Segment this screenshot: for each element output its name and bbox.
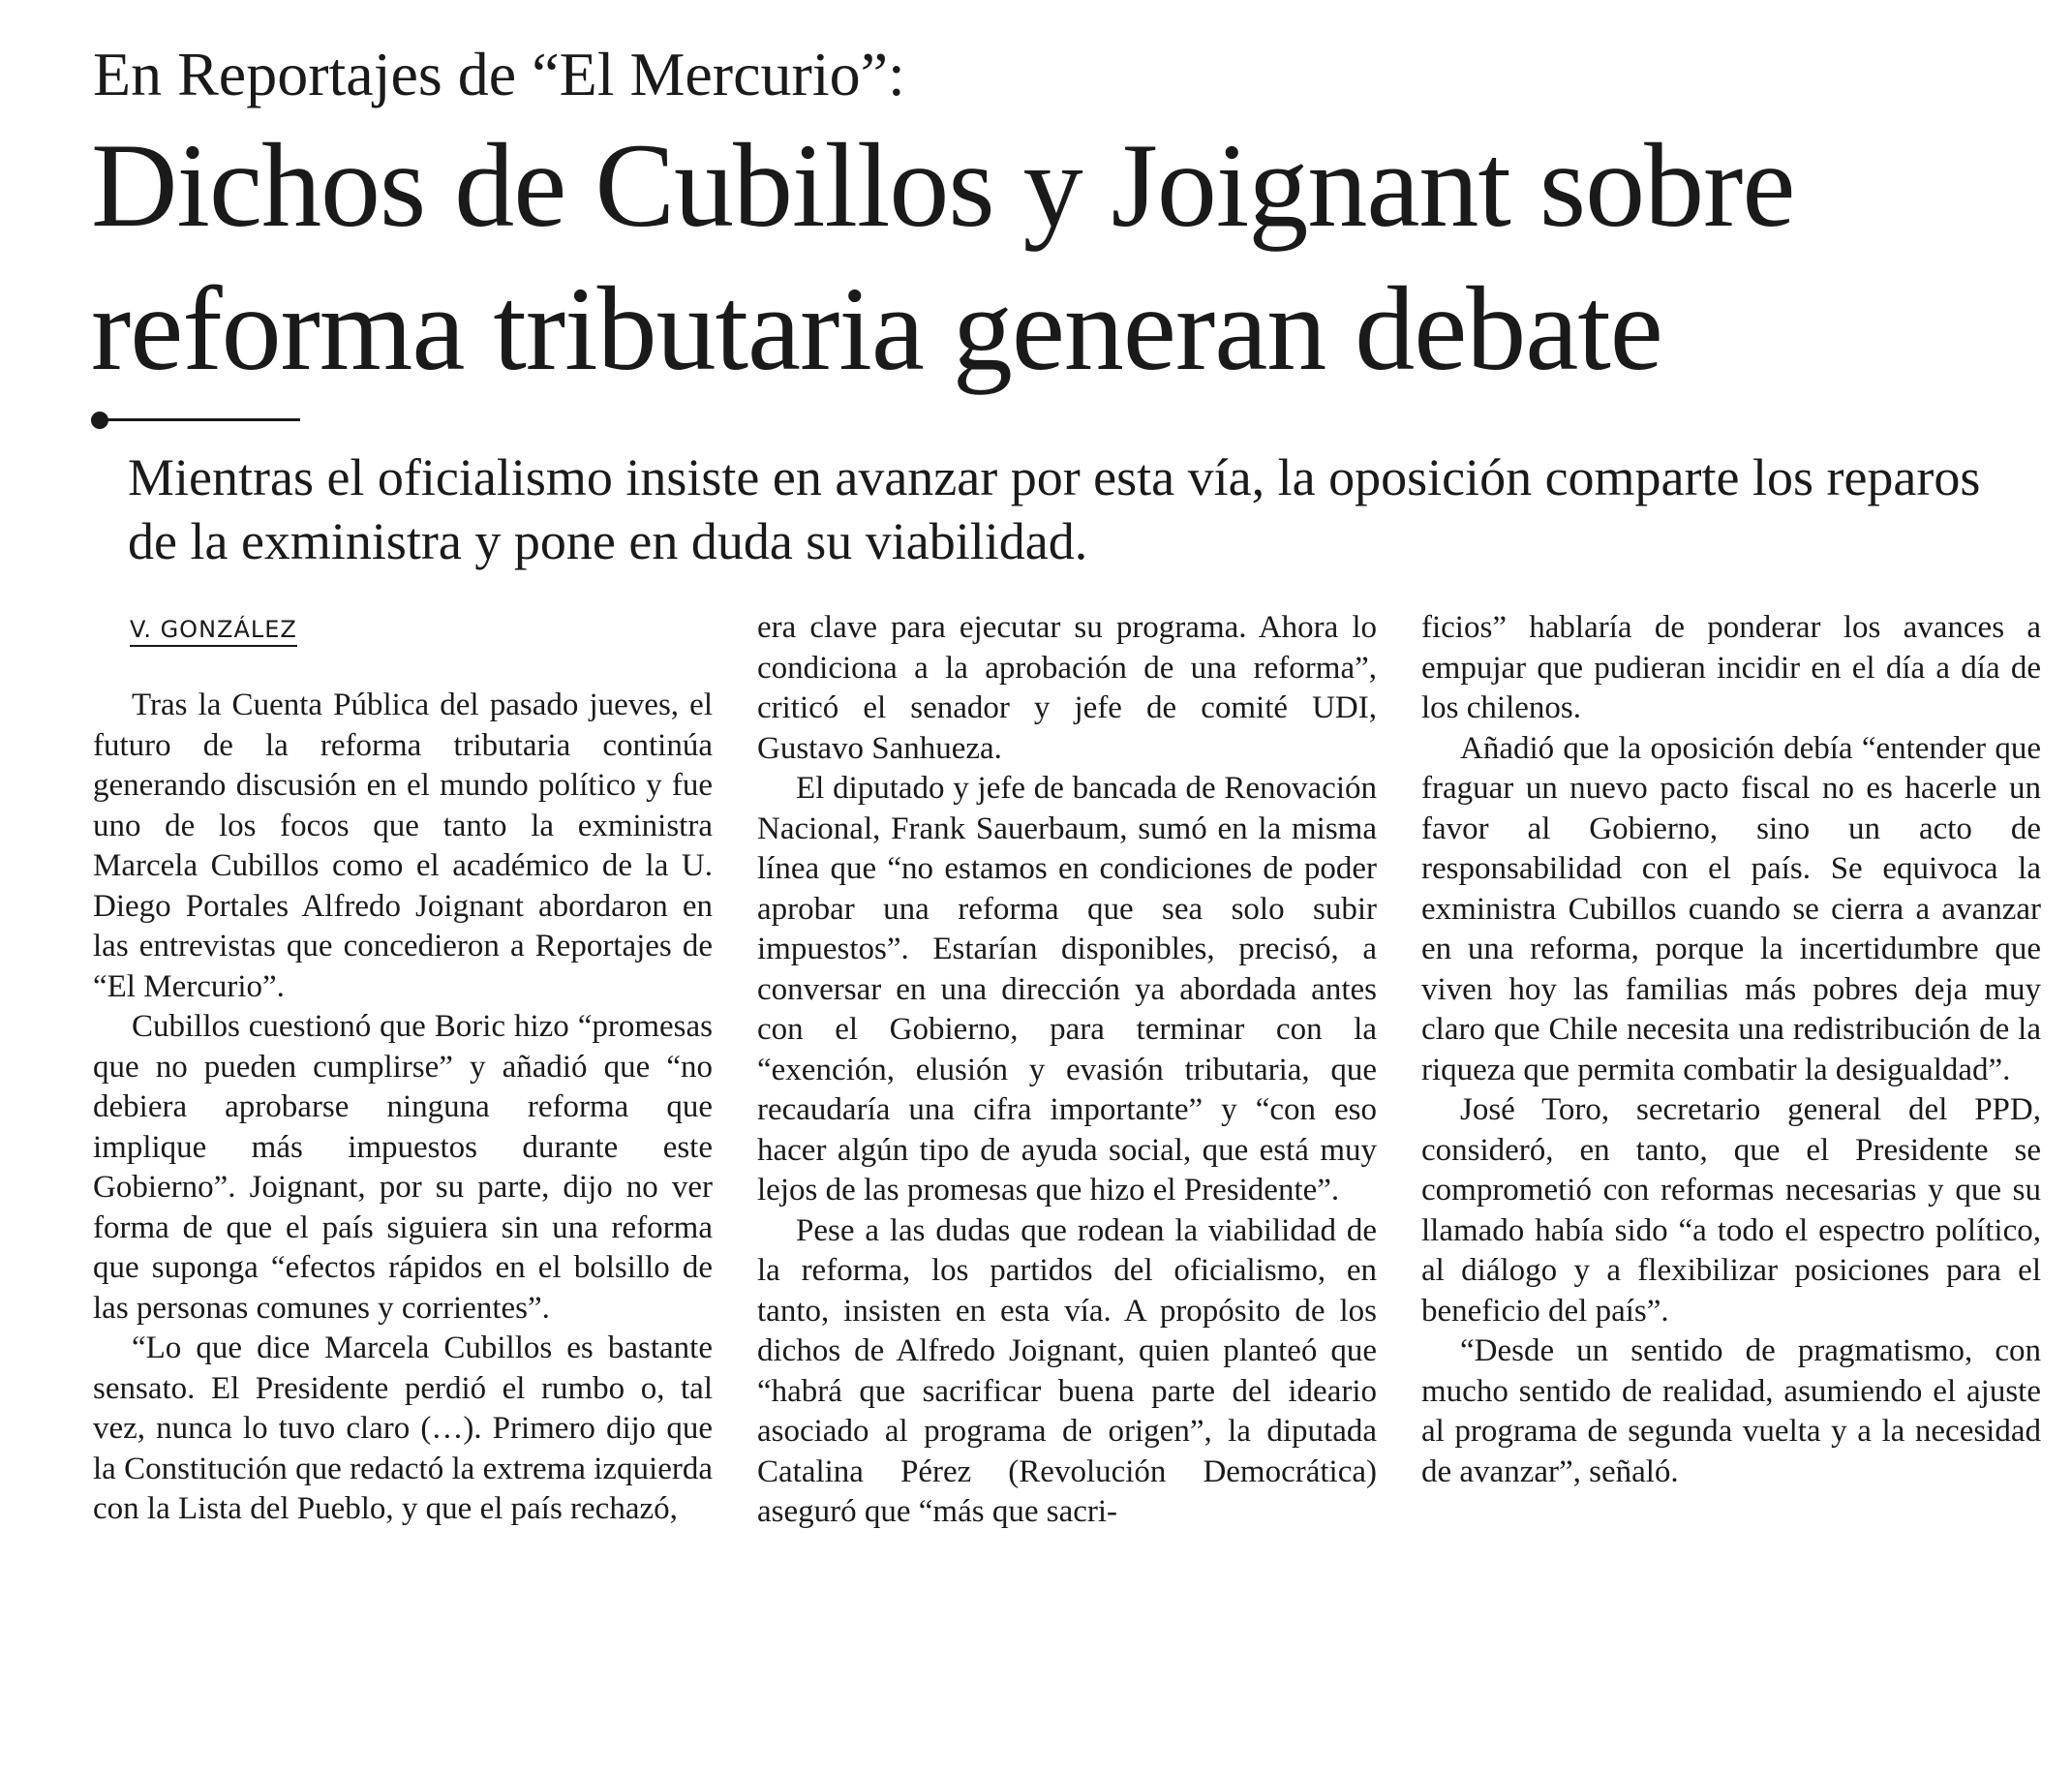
paragraph: “Desde un sentido de pragmatismo, con mucho sentido de realidad, asumiendo el ajuste al programa de segunda vuelta y a la necesidad de avanzar”, señaló. xyxy=(1421,1333,2041,1489)
paragraph: Cubillos cuestionó que Boric hizo “promesas que no pueden cumplirse” y añadió que “no debiera aprobarse ninguna reforma que implique más impuestos durante este Gobierno”. Joignant, por su parte, dijo no ver forma de que el país siguiera sin una reforma que suponga “efectos rápidos en el bolsillo de las personas comunes y corrientes”. xyxy=(93,1009,713,1326)
paragraph-continued: ficios” hablaría de ponderar los avances a empujar que pudieran incidir en el día a día de los chilenos. xyxy=(1421,610,2041,725)
article-column-2 xyxy=(757,608,1377,1533)
article-subhead: Mientras el oficialismo insiste en avanzar por esta vía, la oposición comparte los reparos de la exministra y pone en duda su viabilidad. xyxy=(128,448,1981,570)
article-byline: V. GONZÁLEZ xyxy=(130,616,297,647)
paragraph: Tras la Cuenta Pública del pasado jueves, el futuro de la reforma tributaria continúa generando discusión en el mundo político y fue uno de los focos que tanto la exministra Marcela Cubillos como el académico de la U. Diego Portales Alfredo Joignant abordaron en las entrevistas que concedieron a Reportajes de “El Mercurio”. xyxy=(93,688,713,1004)
paragraph: José Toro, secretario general del PPD, consideró, en tanto, que el Presidente se comprometió con reformas necesarias y que su llamado había sido “a todo el espectro político, al diálogo y a flexibilizar posiciones para el beneficio del país”. xyxy=(1421,1092,2041,1329)
divider-dot xyxy=(91,412,108,429)
paragraph: Pese a las dudas que rodean la viabilidad de la reforma, los partidos del oficialismo, en tanto, insisten en esta vía. A propósito de los dichos de Alfredo Joignant, quien planteó que “habrá que sacrificar buena parte del ideario asociado al programa de origen”, la diputada Catalina Pérez (Revolución Democrática) aseguró que “más que sacri- xyxy=(757,1212,1377,1529)
article-headline: Dichos de Cubillos y Joignant sobre reforma tributaria generan debate xyxy=(91,119,1795,395)
paragraph: Añadió que la oposición debía “entender que fraguar un nuevo pacto fiscal no es hacerle un favor al Gobierno, sino un acto de responsabilidad con el país. Se equivoca la exministra Cubillos cuando se cierra a avanzar en una reforma, porque la incertidumbre que viven hoy las familias más pobres deja muy claro que Chile necesita una redistribución de la riqueza que permita combatir la desigualdad”. xyxy=(1421,730,2041,1087)
article-kicker: En Reportajes de “El Mercurio”: xyxy=(93,40,905,108)
article-column-1 xyxy=(93,686,713,1530)
section-divider xyxy=(91,418,300,421)
paragraph: El diputado y jefe de bancada de Renovación Nacional, Frank Sauerbaum, sumó en la misma línea que “no estamos en condiciones de poder aprobar una reforma que sea solo subir impuestos”. Estarían disponibles, precisó, a conversar en una dirección ya abordada antes con el Gobierno, para terminar con la “exención, elusión y evasión tributaria, que recaudaría una cifra importante” y “con eso hacer algún tipo de ayuda social, que está muy lejos de las promesas que hizo el Presidente”. xyxy=(757,771,1377,1208)
paragraph: “Lo que dice Marcela Cubillos es bastante sensato. El Presidente perdió el rumbo o, tal vez, nunca lo tuvo claro (…). Primero dijo que la Constitución que redactó la extrema izquierda con la Lista del Pueblo, y que el país rechazó, xyxy=(93,1330,713,1526)
article-column-3 xyxy=(1421,608,2041,1492)
paragraph-continued: era clave para ejecutar su programa. Ahora lo condiciona a la aprobación de una reforma”, criticó el senador y jefe de comité UDI, Gustavo Sanhueza. xyxy=(757,610,1377,766)
